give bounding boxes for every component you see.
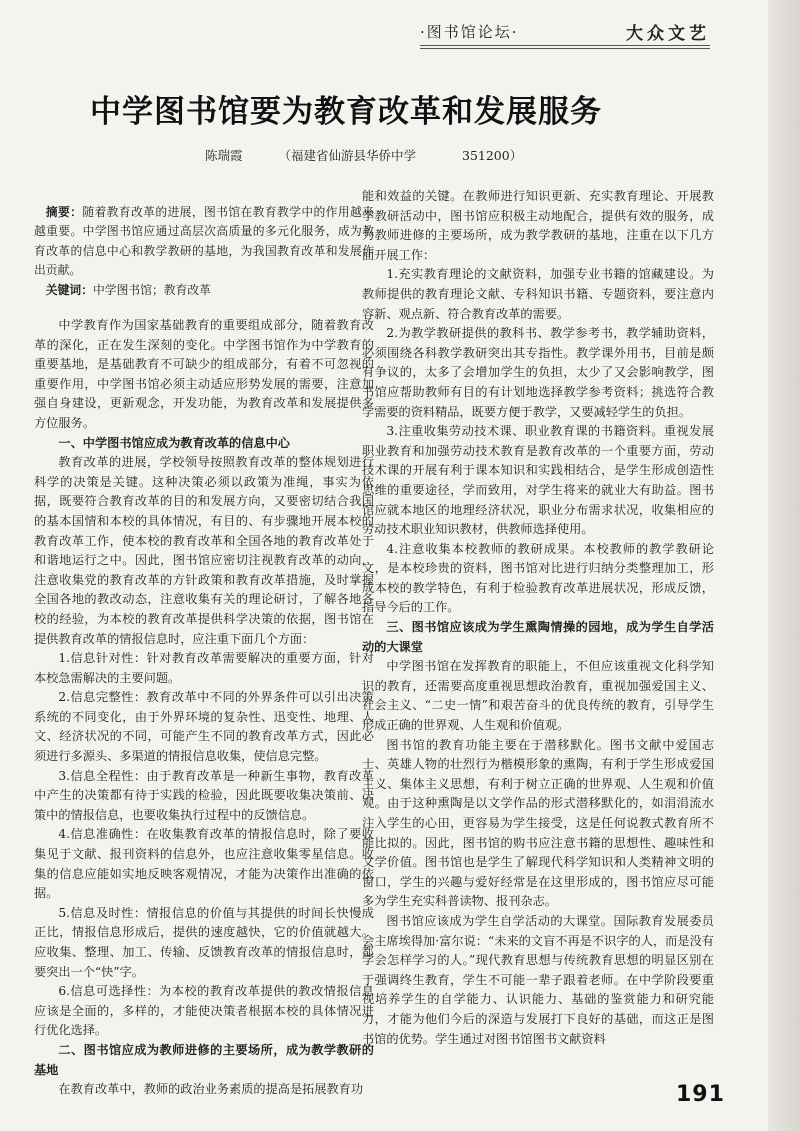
keywords: [34, 281, 374, 300]
paragraph: 1.信息针对性：针对教育改革需要解决的重要方面，针对本校急需解决的主要问题。: [34, 651, 374, 685]
section-heading: 一、中学图书馆应成为教育改革的信息中心: [58, 435, 290, 450]
paragraph: 图书馆应该成为学生自学活动的大课堂。国际教育发展委员会主席埃得加·富尔说：“未来的文盲不再是不识字的人，而是没有学会怎样学习的人。”现代教育思想与传统教育思想的明显区别在于强调终生教育，学生不可能一辈子跟着老师。在中学阶段要重视培养学生的自学能力、认识能力、基础的鉴赏能力和研究能力，才能为他们今后的深造与发展打下良好的基础，而这正是图书馆的优势。学生通过对图书馆图书文献资料: [362, 913, 714, 1046]
paragraph: 2.为教学教研提供的教科书、教学参考书，教学辅助资料，必须围绕各科教学教研突出其专指性。教学课外用书，目前是颇有争议的，太多了会增加学生的负担，太少了又会影响教学，图书馆应帮助教师有目的有计划地选择教学参考资料；挑选符合教学需要的资料精品，既要方便于教学，又要减轻学生的负担。: [362, 326, 714, 419]
right-column: [362, 187, 714, 1049]
paragraph: 4.信息准确性：在收集教育改革的情报信息时，除了要收集见于文献、报刊资料的信息外，也应注意收集零星信息。收集的信息应能如实地反映客观情况，才能为决策作出准确的依据。: [34, 827, 374, 901]
left-column: [34, 316, 374, 1100]
column-name: ·图书馆论坛·: [420, 22, 519, 41]
header-rule-second: [420, 48, 710, 49]
paragraph: 3.信息全程性：由于教育改革是一种新生事物，教育改革中产生的决策都有待于实践的检验，因此既要收集决策前、决策中的情报信息，也要收集执行过程中的反馈信息。: [34, 768, 374, 822]
paragraph: 中学教育作为国家基础教育的重要组成部分，随着教育改革的深化，正在发生深刻的变化。中学图书馆作为中学教育的重要基地，是基础教育不可缺少的组成部分，有着不可忽视的重要作用，中学图书馆必须主动适应形势发展的需要，注意加强自身建设，更新观念，开发功能，为教育改革和发展提供多方位服务。: [34, 318, 374, 430]
section-heading: 二、图书馆应成为教师进修的主要场所，成为教学教研的基地: [34, 1042, 374, 1077]
abstract-label: 摘要：: [45, 205, 83, 219]
section-heading: 三、图书馆应该成为学生熏陶情操的园地，成为学生自学活动的大课堂: [362, 620, 714, 654]
postcode: 351200）: [462, 148, 523, 163]
author-name: 陈瑞霞: [205, 148, 243, 163]
paragraph-continued: 能和效益的关键。在教师进行知识更新、充实教育理论、开展教学教研活动中，图书馆应积极主动地配合，提供有效的服务，成为教师进修的主要场所，成为教学教研的基地，注重在以下几方面开展工作：: [362, 189, 714, 262]
paragraph: 1.充实教育理论的文献资料，加强专业书籍的馆藏建设。为教师提供的教育理论文献、专科知识书籍、专题资料，要注意内容新、观点新、符合教育改革的需要。: [362, 267, 714, 321]
paragraph: 5.信息及时性：情报信息的价值与其提供的时间长快慢成正比，情报信息形成后，提供的速度越快，它的价值就越大。应收集、整理、加工、传输、反馈教育改革的情报信息时，都要突出一个“快”字。: [34, 905, 374, 979]
byline: [205, 146, 522, 164]
abstract-block: [34, 203, 374, 300]
paragraph: 图书馆的教育功能主要在于潜移默化。图书文献中爱国志士、英雄人物的壮烈行为楷模形象的熏陶，有利于学生形成爱国主义、集体主义思想，有利于树立正确的世界观、人生观和价值观。由于这种熏陶是以文学作品的形式潜移默化的，如涓涓流水注入学生的心田，更容易为学生接受，这是任何说教式教育所不能比拟的。因此，图书馆的购书应注意书籍的思想性、趣味性和文学价值。图书馆也是学生了解现代科学知识和人类精神文明的窗口，学生的兴趣与爱好经常是在这里形成的，图书馆应尽可能多为学生充实科普读物、报刊杂志。: [362, 737, 714, 909]
author-affiliation: （福建省仙游县华侨中学: [278, 148, 417, 163]
abstract-text: 随着教育改革的进展，图书馆在教育教学中的作用越来越重要。中学图书馆应通过高层次高质量的多元化服务，成为教育改革的信息中心和教学教研的基地，为我国教育改革和发展作出贡献。: [34, 205, 374, 278]
article-title: 中学图书馆要为教育改革和发展服务: [90, 94, 602, 130]
running-header: [420, 18, 710, 44]
paragraph: 3.注重收集劳动技术课、职业教育课的书籍资料。重视发展职业教育和加强劳动技术教育是教育改革的一个重要方面，劳动技术课的开展有利于课本知识和实践相结合，是学生形成创造性思维的重要途径，学而致用，对学生将来的就业大有助益。图书馆应就本地区的地理经济状况，职业分布需求状况，收集相应的劳动技术职业知识教材，供教师选择使用。: [362, 424, 714, 537]
page-edge-shadow: [768, 0, 800, 1131]
magazine-name: 大众文艺: [626, 23, 710, 44]
paragraph: 2.信息完整性：教育改革中不同的外界条件可以引出决策系统的不同变化，由于外界环境的复杂性、迅变性、地理、人文、经济状况的不同，可能产生不同的教育改革方式，因此必须进行多源头、多渠道的情报信息收集，使信息完整。: [34, 690, 374, 764]
keywords-text: 中学图书馆；教育改革: [93, 282, 211, 297]
header-rule: [420, 45, 710, 46]
paragraph: 中学图书馆在发挥教育的职能上，不但应该重视文化科学知识的教育，还需要高度重视思想政治教育，重视加强爱国主义、社会主义、“二史一情”和艰苦奋斗的优良传统的教育，引导学生形成正确的世界观、人生观和价值观。: [362, 659, 714, 733]
keywords-label: 关键词：: [45, 282, 93, 297]
paragraph: 在教育改革中，教师的政治业务素质的提高是拓展教育功: [58, 1082, 364, 1097]
paragraph: 6.信息可选择性：为本校的教育改革提供的教改情报信息应该是全面的，多样的，才能使决策者根据本校的具体情况进行优化选择。: [34, 984, 374, 1038]
paragraph: 教育改革的进展，学校领导按照教育改革的整体规划进行科学的决策是关键。这种决策必须以政策为准绳，事实为依据，既要符合教育改革的目的和发展方向，又要密切结合我国的基本国情和本校的具体情况，有目的、有步骤地开展本校的教育改革工作，使本校的教育改革和全国各地的教育改革处于和谐地运行之中。因此，图书馆应密切注视教育改革的动向，注意收集党的教育改革的方针政策和教育改革措施，及时掌握全国各地的教改动态，注意收集有关的理论研讨，了解各地各校的经验，为本校的教育改革提供科学决策的依据，图书馆在提供教育改革的情报信息时，应注重下面几个方面：: [34, 455, 374, 646]
abstract: [34, 203, 374, 281]
page-number: 191: [676, 1082, 725, 1107]
paragraph: 4.注意收集本校教师的教研成果。本校教师的教学教研论文，是本校珍贵的资料，图书馆对比进行归纳分类整理加工，形成本校的教学特色，有利于检验教育改革进展状况，形成反馈，指导今后的工作。: [362, 541, 714, 615]
